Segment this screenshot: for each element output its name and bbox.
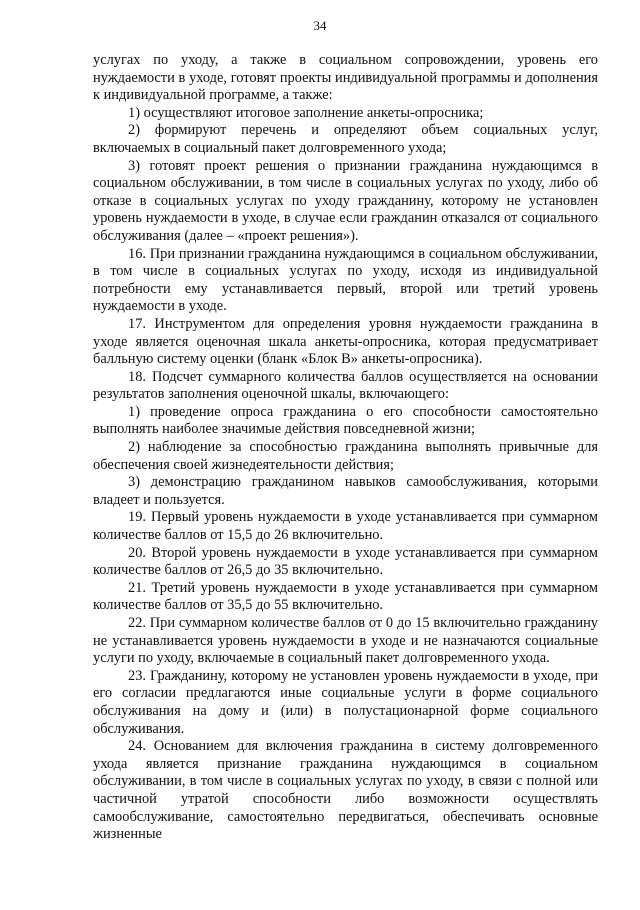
paragraph-item-3: 3) готовят проект решения о признании гражданина нуждающимся в социальном обслуживании, в том числе в социальных услугах по уходу, либо об отказе в социальных услугах по уходу гражданину, которому не установлен уровень нуждаемости в уходе, в случае если гражданин отказался от социального обслуживания (далее – «проект решения»). xyxy=(93,157,598,244)
page-number: 34 xyxy=(313,18,327,33)
paragraph-intro: услугах по уходу, а также в социальном сопровождении, уровень его нуждаемости в уходе, готовят проекты индивидуальной программы и дополнения к индивидуальной программе, а также: xyxy=(93,52,598,104)
paragraph-18-item-1: 1) проведение опроса гражданина о его способности самостоятельно выполнять наиболее значимые действия повседневной жизни; xyxy=(93,403,598,438)
paragraph-19: 19. Первый уровень нуждаемости в уходе устанавливается при суммарном количестве баллов от 15,5 до 26 включительно. xyxy=(93,509,598,544)
paragraph-item-2: 2) формируют перечень и определяют объем социальных услуг, включаемых в социальный пакет долговременного ухода; xyxy=(93,122,598,156)
paragraph-item-1: 1) осуществляют итоговое заполнение анкеты-опросника; xyxy=(128,104,484,121)
paragraph-18: 18. Подсчет суммарного количества баллов осуществляется на основании результатов заполнения оценочной шкалы, включающего: xyxy=(93,368,598,403)
paragraph-23: 23. Гражданину, которому не установлен уровень нуждаемости в уходе, при его согласии предлагаются иные социальные услуги в форме социального обслуживания на дому и (или) в полустационарной форме социального обслуживания. xyxy=(93,667,598,737)
paragraph-21: 21. Третий уровень нуждаемости в уходе устанавливается при суммарном количестве баллов от 35,5 до 55 включительно. xyxy=(93,579,598,614)
paragraph-22: 22. При суммарном количестве баллов от 0 до 15 включительно гражданину не устанавливается уровень нуждаемости в уходе и не назначаются социальные услуги по уходу, включаемые в социальный пакет долговременного ухода. xyxy=(93,615,598,667)
document-body xyxy=(93,52,598,844)
paragraph-20: 20. Второй уровень нуждаемости в уходе устанавливается при суммарном количестве баллов от 26,5 до 35 включительно. xyxy=(93,544,598,579)
paragraph-16: 16. При признании гражданина нуждающимся в социальном обслуживании, в том числе в социальных услугах по уходу, исходя из индивидуальной потребности ему устанавливается первый, второй или третий уровень нуждаемости в уходе. xyxy=(93,245,598,315)
paragraph-18-item-3: 3) демонстрацию гражданином навыков самообслуживания, которыми владеет и пользуется. xyxy=(93,474,598,508)
paragraph-18-item-2: 2) наблюдение за способностью гражданина выполнять привычные для обеспечения своей жизнедеятельности действия; xyxy=(93,439,598,473)
paragraph-24: 24. Основанием для включения гражданина в систему долговременного ухода является признание гражданина нуждающимся в социальном обслуживании, в том числе в социальных услугах по уходу, в связи с полной или частичной утратой способности либо возможности осуществлять самообслуживание, самостоятельно передвигаться, обеспечивать основные жизненные xyxy=(93,738,598,843)
paragraph-17: 17. Инструментом для определения уровня нуждаемости гражданина в уходе является оценочная шкала анкеты-опросника, которая предусматривает балльную систему оценки (бланк «Блок В» анкеты-опросника). xyxy=(93,315,598,368)
